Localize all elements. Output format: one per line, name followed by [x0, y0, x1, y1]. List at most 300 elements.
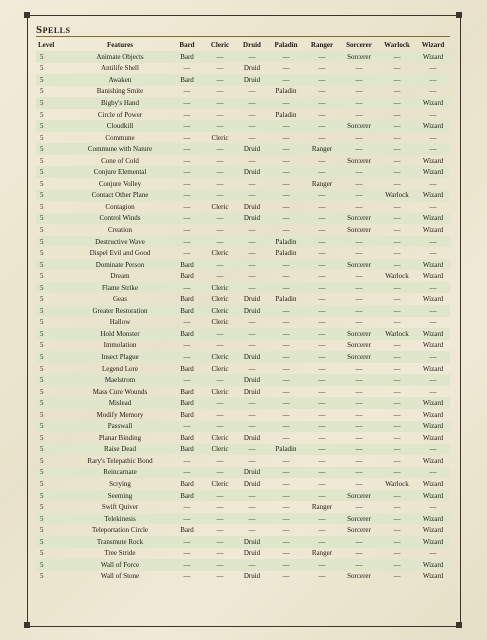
sorcerer-cell: — — [355, 202, 363, 211]
paladin-cell: — — [268, 305, 304, 317]
table-row — [36, 571, 450, 583]
ranger-cell: — — [304, 259, 340, 271]
sorcerer-cell: — — [340, 143, 378, 155]
level-cell: 5 — [40, 480, 44, 488]
ranger-cell: — — [318, 433, 326, 442]
level-cell: 5 — [36, 513, 70, 525]
warlock-cell: — — [378, 559, 416, 571]
ranger-cell: — — [304, 190, 340, 202]
bard-cell: Bard — [170, 444, 204, 456]
ranger-cell: — — [318, 64, 326, 73]
level-cell: 5 — [36, 213, 70, 225]
spell-name-cell: Modify Memory — [96, 410, 144, 419]
paladin-cell: — — [282, 133, 290, 142]
bard-cell: — — [170, 282, 204, 294]
cleric-cell: — — [204, 74, 236, 86]
wizard-cell: — — [416, 236, 450, 248]
header-features: Features — [107, 41, 133, 49]
level-cell: 5 — [40, 133, 44, 142]
wizard-cell: Wizard — [416, 97, 450, 109]
warlock-cell: — — [378, 374, 416, 386]
warlock-cell: — — [393, 295, 401, 304]
druid-cell: Druid — [243, 295, 261, 304]
paladin-cell: — — [268, 166, 304, 178]
header-level: Level — [38, 41, 55, 49]
level-cell: 5 — [40, 364, 44, 373]
ranger-cell: — — [318, 410, 326, 419]
wizard-cell: — — [416, 351, 450, 363]
corner-ornament — [24, 622, 30, 628]
sorcerer-cell: Sorcerer — [340, 259, 378, 271]
cleric-cell: — — [216, 456, 224, 465]
paladin-cell: — — [282, 503, 290, 512]
paladin-cell: — — [282, 433, 290, 442]
cleric-cell: — — [204, 166, 236, 178]
druid-cell: — — [248, 225, 256, 234]
wizard-cell: Wizard — [422, 156, 444, 165]
bard-cell: — — [183, 318, 191, 327]
warlock-cell: — — [393, 572, 401, 581]
header-paladin: Paladin — [274, 41, 298, 49]
spell-name-cell: Hold Monster — [70, 328, 170, 340]
cleric-cell: — — [216, 341, 224, 350]
ranger-cell: — — [304, 328, 340, 340]
sorcerer-cell: — — [355, 503, 363, 512]
spell-name-cell: Mass Cure Wounds — [92, 387, 148, 396]
wizard-cell: Wizard — [416, 536, 450, 548]
paladin-cell: — — [282, 272, 290, 281]
druid-cell: — — [236, 328, 268, 340]
wizard-cell: — — [429, 87, 437, 96]
header-wizard: Wizard — [421, 41, 445, 49]
sorcerer-cell: — — [355, 249, 363, 258]
table-row — [36, 363, 450, 375]
druid-cell: Druid — [243, 202, 261, 211]
cleric-cell: — — [216, 110, 224, 119]
cleric-cell: — — [216, 179, 224, 188]
wizard-cell: — — [429, 318, 437, 327]
warlock-cell: — — [393, 156, 401, 165]
cleric-cell: Cleric — [211, 387, 229, 396]
ranger-cell: — — [304, 421, 340, 433]
level-cell: 5 — [40, 410, 44, 419]
cleric-cell: — — [204, 97, 236, 109]
bard-cell: — — [170, 97, 204, 109]
level-cell: 5 — [40, 341, 44, 350]
table-row — [36, 86, 450, 98]
bard-cell: Bard — [180, 433, 194, 442]
cleric-cell: — — [204, 536, 236, 548]
sorcerer-cell: Sorcerer — [347, 572, 371, 581]
warlock-cell: — — [393, 249, 401, 258]
wizard-cell: Wizard — [422, 225, 444, 234]
sorcerer-cell: — — [355, 318, 363, 327]
paladin-cell: — — [282, 526, 290, 535]
sorcerer-cell: — — [355, 364, 363, 373]
spell-name-cell: Scrying — [109, 480, 131, 488]
druid-cell: — — [248, 456, 256, 465]
table-row — [36, 270, 450, 282]
wizard-cell: Wizard — [422, 364, 444, 373]
warlock-cell: — — [378, 444, 416, 456]
table-row — [36, 351, 450, 363]
paladin-cell: — — [268, 467, 304, 479]
bard-cell: Bard — [180, 387, 194, 396]
warlock-cell: — — [378, 143, 416, 155]
druid-cell: Druid — [243, 433, 261, 442]
table-row — [36, 166, 450, 178]
paladin-cell: — — [268, 513, 304, 525]
level-cell: 5 — [40, 202, 44, 211]
bard-cell: — — [183, 341, 191, 350]
corner-ornament — [456, 12, 462, 18]
spell-name-cell: Rary's Telepathic Bond — [87, 456, 153, 465]
wizard-cell: Wizard — [422, 526, 444, 535]
paladin-cell: — — [268, 536, 304, 548]
ranger-cell: Ranger — [311, 549, 333, 558]
sorcerer-cell: Sorcerer — [340, 51, 378, 63]
warlock-cell: — — [393, 433, 401, 442]
cleric-cell: — — [204, 143, 236, 155]
ranger-cell: — — [304, 51, 340, 63]
warlock-cell: Warlock — [385, 480, 409, 488]
spell-name-cell: Awaken — [70, 74, 170, 86]
ranger-cell: — — [318, 272, 326, 281]
druid-cell: — — [248, 133, 256, 142]
table-row — [36, 201, 450, 213]
table-row — [36, 317, 450, 329]
table-row — [36, 409, 450, 421]
warlock-cell: — — [393, 456, 401, 465]
paladin-cell: Paladin — [275, 87, 297, 96]
warlock-cell: — — [378, 213, 416, 225]
druid-cell: — — [236, 120, 268, 132]
warlock-cell: — — [378, 282, 416, 294]
bard-cell: — — [183, 456, 191, 465]
warlock-cell: — — [393, 318, 401, 327]
druid-cell: — — [236, 490, 268, 502]
bard-cell: Bard — [180, 364, 194, 373]
table-row — [36, 432, 450, 444]
druid-cell: — — [248, 272, 256, 281]
header-druid: Druid — [243, 41, 261, 49]
warlock-cell: — — [378, 421, 416, 433]
table-row — [36, 513, 450, 525]
druid-cell: Druid — [243, 387, 261, 396]
section-title: Spells — [36, 24, 71, 36]
cleric-cell: — — [204, 259, 236, 271]
bard-cell: Bard — [180, 526, 194, 535]
cleric-cell: Cleric — [211, 295, 229, 304]
druid-cell: — — [248, 341, 256, 350]
druid-cell: — — [236, 282, 268, 294]
level-cell: 5 — [36, 328, 70, 340]
wizard-cell: Wizard — [422, 295, 444, 304]
warlock-cell: Warlock — [385, 272, 409, 281]
paladin-cell: — — [268, 282, 304, 294]
sorcerer-cell: — — [340, 536, 378, 548]
ranger-cell: — — [304, 97, 340, 109]
spells-table — [36, 39, 450, 582]
spell-name-cell: Maelstrom — [70, 374, 170, 386]
warlock-cell: — — [393, 225, 401, 234]
ranger-cell: — — [304, 74, 340, 86]
warlock-cell: — — [378, 97, 416, 109]
paladin-cell: Paladin — [275, 295, 297, 304]
ranger-cell: — — [304, 166, 340, 178]
paladin-cell: — — [268, 374, 304, 386]
header-bard: Bard — [179, 41, 195, 49]
table-row — [36, 374, 450, 386]
level-cell: 5 — [36, 351, 70, 363]
bard-cell: Bard — [170, 397, 204, 409]
sorcerer-cell: — — [355, 387, 363, 396]
druid-cell: Druid — [236, 351, 268, 363]
spell-name-cell: Immolation — [103, 341, 137, 350]
bard-cell: — — [170, 374, 204, 386]
level-cell: 5 — [36, 166, 70, 178]
warlock-cell: — — [393, 64, 401, 73]
cleric-cell: Cleric — [211, 202, 229, 211]
sorcerer-cell: Sorcerer — [340, 213, 378, 225]
wizard-cell: Wizard — [422, 433, 444, 442]
wizard-cell: Wizard — [422, 341, 444, 350]
wizard-cell: — — [429, 110, 437, 119]
bard-cell: — — [170, 421, 204, 433]
warlock-cell: — — [378, 120, 416, 132]
paladin-cell: — — [268, 120, 304, 132]
level-cell: 5 — [40, 179, 44, 188]
level-cell: 5 — [40, 387, 44, 396]
cleric-cell: Cleric — [204, 282, 236, 294]
warlock-cell: Warlock — [378, 190, 416, 202]
ranger-cell: — — [304, 236, 340, 248]
cleric-cell: — — [204, 120, 236, 132]
wizard-cell: Wizard — [416, 51, 450, 63]
ranger-cell: — — [304, 444, 340, 456]
wizard-cell: Wizard — [422, 410, 444, 419]
level-cell: 5 — [40, 64, 44, 73]
bard-cell: — — [170, 351, 204, 363]
paladin-cell: — — [268, 213, 304, 225]
ranger-cell: — — [318, 225, 326, 234]
corner-ornament — [456, 622, 462, 628]
bard-cell: — — [183, 225, 191, 234]
ranger-cell: Ranger — [311, 503, 333, 512]
druid-cell: — — [248, 318, 256, 327]
paladin-cell: — — [282, 64, 290, 73]
level-cell: 5 — [36, 421, 70, 433]
ranger-cell: — — [304, 351, 340, 363]
ranger-cell: — — [318, 110, 326, 119]
sorcerer-cell: — — [355, 179, 363, 188]
wizard-cell: Wizard — [416, 513, 450, 525]
paladin-cell: — — [282, 456, 290, 465]
sorcerer-cell: — — [340, 305, 378, 317]
spell-name-cell: Dream — [110, 272, 130, 281]
paladin-cell: Paladin — [275, 249, 297, 258]
table-row — [36, 444, 450, 456]
druid-cell: Druid — [243, 480, 261, 488]
druid-cell: Druid — [236, 74, 268, 86]
spell-name-cell: Tree Stride — [104, 549, 136, 558]
bard-cell: — — [170, 536, 204, 548]
paladin-cell: — — [282, 156, 290, 165]
wizard-cell: — — [429, 249, 437, 258]
wizard-cell: — — [416, 143, 450, 155]
sorcerer-cell: — — [340, 97, 378, 109]
sorcerer-cell: Sorcerer — [340, 351, 378, 363]
druid-cell: — — [236, 236, 268, 248]
ranger-cell: — — [318, 318, 326, 327]
ranger-cell: — — [318, 133, 326, 142]
warlock-cell: — — [378, 259, 416, 271]
ranger-cell: — — [318, 480, 326, 488]
spell-name-cell: Geas — [113, 295, 127, 304]
paladin-cell: Paladin — [275, 110, 297, 119]
sorcerer-cell: Sorcerer — [340, 513, 378, 525]
druid-cell: — — [236, 51, 268, 63]
sorcerer-cell: Sorcerer — [340, 120, 378, 132]
table-row — [36, 501, 450, 513]
level-cell: 5 — [36, 97, 70, 109]
ranger-cell: — — [318, 364, 326, 373]
bard-cell: Bard — [170, 490, 204, 502]
ranger-cell: — — [318, 295, 326, 304]
ranger-cell: — — [304, 305, 340, 317]
ranger-cell: — — [304, 559, 340, 571]
level-cell: 5 — [40, 249, 44, 258]
ranger-cell: — — [318, 456, 326, 465]
wizard-cell: — — [416, 74, 450, 86]
warlock-cell: — — [378, 490, 416, 502]
wizard-cell: — — [429, 64, 437, 73]
sorcerer-cell: — — [340, 444, 378, 456]
warlock-cell: — — [378, 397, 416, 409]
cleric-cell: — — [216, 410, 224, 419]
header-ranger: Ranger — [310, 41, 334, 49]
level-cell: 5 — [40, 456, 44, 465]
spell-name-cell: Destructive Wave — [70, 236, 170, 248]
paladin-cell: — — [268, 190, 304, 202]
cleric-cell: Cleric — [211, 433, 229, 442]
sorcerer-cell: — — [340, 397, 378, 409]
druid-cell: — — [236, 444, 268, 456]
warlock-cell: — — [378, 351, 416, 363]
paladin-cell: — — [268, 559, 304, 571]
spell-name-cell: Transmute Rock — [70, 536, 170, 548]
wizard-cell: — — [429, 179, 437, 188]
level-cell: 5 — [40, 318, 44, 327]
table-row — [36, 155, 450, 167]
sorcerer-cell: — — [355, 480, 363, 488]
wizard-cell: Wizard — [416, 120, 450, 132]
wizard-cell: — — [429, 549, 437, 558]
druid-cell: — — [248, 410, 256, 419]
warlock-cell: — — [393, 110, 401, 119]
header-cleric: Cleric — [210, 41, 230, 49]
paladin-cell: — — [268, 51, 304, 63]
warlock-cell: — — [393, 387, 401, 396]
table-row — [36, 178, 450, 190]
cleric-cell: — — [204, 467, 236, 479]
paladin-cell: — — [282, 549, 290, 558]
spell-name-cell: Raise Dead — [70, 444, 170, 456]
druid-cell: — — [248, 179, 256, 188]
cleric-cell: Cleric — [211, 133, 229, 142]
bard-cell: Bard — [170, 305, 204, 317]
warlock-cell: — — [378, 467, 416, 479]
paladin-cell: — — [282, 410, 290, 419]
bard-cell: — — [183, 503, 191, 512]
cleric-cell: — — [204, 421, 236, 433]
cleric-cell: Cleric — [204, 444, 236, 456]
wizard-cell: — — [416, 282, 450, 294]
warlock-cell: — — [378, 513, 416, 525]
table-row — [36, 524, 450, 536]
warlock-cell: — — [378, 236, 416, 248]
sorcerer-cell: Sorcerer — [347, 341, 371, 350]
druid-cell: — — [236, 259, 268, 271]
table-row — [36, 328, 450, 340]
level-cell: 5 — [36, 467, 70, 479]
table-row — [36, 224, 450, 236]
cleric-cell: — — [204, 513, 236, 525]
cleric-cell: — — [216, 572, 224, 581]
ranger-cell: Ranger — [311, 179, 333, 188]
table-row — [36, 305, 450, 317]
table-row — [36, 97, 450, 109]
level-cell: 5 — [40, 572, 44, 581]
cleric-cell: — — [204, 213, 236, 225]
spell-name-cell: Wall of Stone — [100, 572, 140, 581]
spell-name-cell: Insect Plague — [70, 351, 170, 363]
bard-cell: — — [183, 549, 191, 558]
level-cell: 5 — [36, 559, 70, 571]
table-row — [36, 548, 450, 560]
bard-cell: — — [183, 202, 191, 211]
bard-cell: — — [170, 166, 204, 178]
wizard-cell: — — [429, 133, 437, 142]
bard-cell: — — [170, 236, 204, 248]
wizard-cell: Wizard — [416, 213, 450, 225]
warlock-cell: — — [378, 536, 416, 548]
level-cell: 5 — [36, 444, 70, 456]
paladin-cell: Paladin — [268, 444, 304, 456]
table-row — [36, 213, 450, 225]
wizard-cell: Wizard — [416, 421, 450, 433]
bard-cell: — — [183, 64, 191, 73]
warlock-cell: — — [393, 179, 401, 188]
wizard-cell: Wizard — [416, 190, 450, 202]
spell-name-cell: Flame Strike — [70, 282, 170, 294]
table-row — [36, 421, 450, 433]
druid-cell: — — [248, 249, 256, 258]
ranger-cell: — — [304, 120, 340, 132]
sorcerer-cell: — — [355, 410, 363, 419]
ranger-cell: — — [304, 397, 340, 409]
sorcerer-cell: Sorcerer — [340, 490, 378, 502]
wizard-cell: — — [429, 202, 437, 211]
level-cell: 5 — [40, 549, 44, 558]
level-cell: 5 — [40, 156, 44, 165]
sorcerer-cell: — — [355, 64, 363, 73]
sorcerer-cell: Sorcerer — [347, 156, 371, 165]
sorcerer-cell: — — [355, 456, 363, 465]
bard-cell: Bard — [180, 410, 194, 419]
level-cell: 5 — [36, 143, 70, 155]
bard-cell: — — [170, 513, 204, 525]
